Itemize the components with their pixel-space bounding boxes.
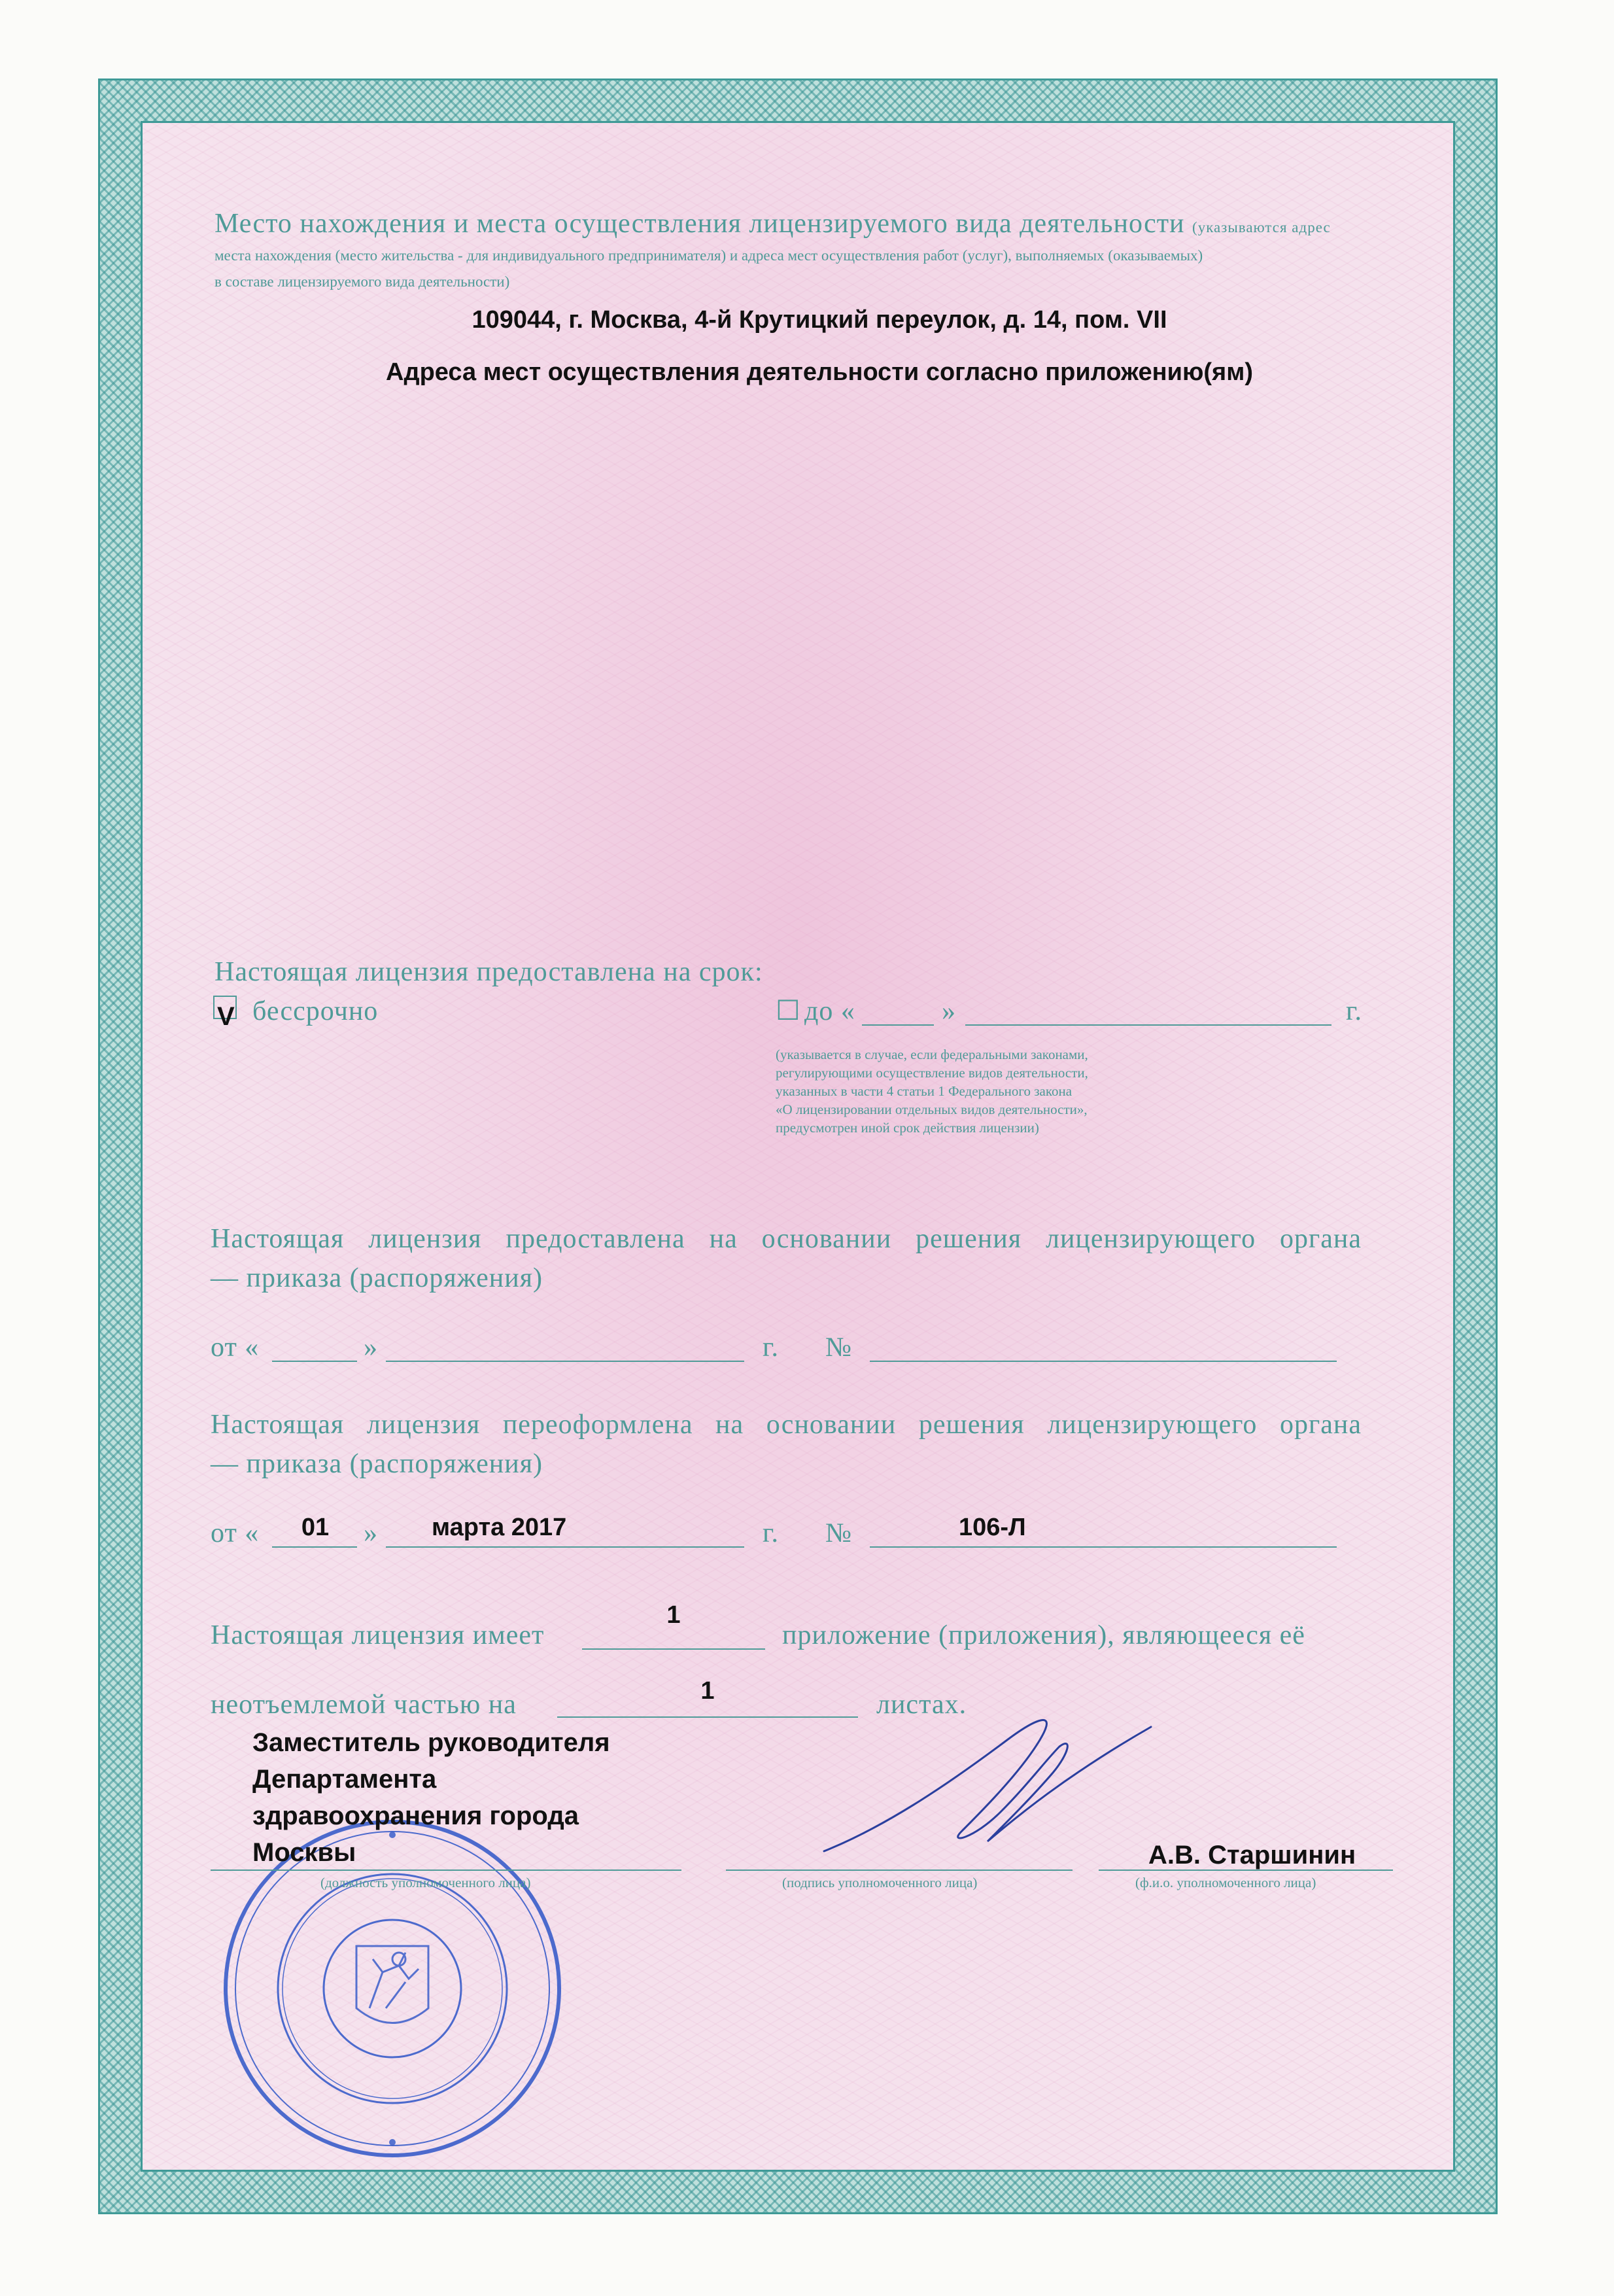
location-heading-text: Место нахождения и места осуществления лицензируемого вида деятельности	[215, 209, 1185, 239]
appendix-after-label: приложение (приложения), являющееся её	[782, 1620, 1305, 1650]
granted-line1: Настоящая лицензия предоставлена на основании решения лицензирующего органа	[211, 1224, 1362, 1254]
reissued-from-open: от «	[211, 1518, 260, 1548]
term-heading: Настоящая лицензия предоставлена на срок:	[215, 957, 763, 987]
location-note-part1: (указываются адрес	[1192, 219, 1331, 235]
signature-mark	[811, 1701, 1177, 1871]
granted-line2: — приказа (распоряжения)	[211, 1263, 543, 1293]
reissued-month-year: марта 2017	[432, 1514, 567, 1541]
granted-from-open: от «	[211, 1332, 260, 1363]
location-heading	[215, 208, 1424, 239]
addresses-note: Адреса мест осуществления деятельности согласно приложению(ям)	[386, 358, 1253, 386]
appendix-count: 1	[666, 1601, 681, 1629]
reissued-from-close: »	[364, 1518, 378, 1548]
name-caption: (ф.и.о. уполномоченного лица)	[1135, 1875, 1316, 1890]
granted-day-line[interactable]	[272, 1361, 357, 1362]
stamp-emblem-icon	[356, 1946, 428, 2023]
reissued-line2: — приказа (распоряжения)	[211, 1449, 543, 1479]
position-line: здравоохранения города	[252, 1801, 579, 1830]
position-caption: (должность уполномоченного лица)	[320, 1875, 531, 1890]
reissued-line1: Настоящая лицензия переоформлена на основании решения лицензирующего органа	[211, 1410, 1362, 1440]
appendix-count-line	[582, 1648, 765, 1650]
license-address: 109044, г. Москва, 4-й Крутицкий переулок, д. 14, пом. VII	[472, 306, 1167, 334]
term-note	[776, 1045, 1088, 1137]
granted-number-line[interactable]	[870, 1361, 1337, 1362]
granted-date-line[interactable]	[386, 1361, 744, 1362]
granted-from-close: »	[364, 1332, 378, 1363]
reissued-number-line	[870, 1546, 1337, 1548]
reissued-number: 106-Л	[959, 1514, 1026, 1541]
term-note-line: регулирующими осуществление видов деятельности,	[776, 1065, 1088, 1081]
indefinite-label: бессрочно	[252, 996, 379, 1026]
position-line: Заместитель руководителя	[252, 1728, 610, 1757]
location-note-line2: места нахождения (место жительства - для индивидуального предпринимателя) и адреса мест осуществления работ (услуг), выполняемых (оказываемых)	[215, 247, 1203, 264]
position-line: Москвы	[252, 1838, 356, 1867]
term-note-line: предусмотрен иной срок действия лицензии)	[776, 1120, 1039, 1136]
indefinite-checkbox[interactable]	[213, 996, 237, 1031]
granted-year-suffix: г.	[763, 1332, 779, 1363]
position-line: Департамента	[252, 1765, 437, 1794]
appendix-sheets-label: листах.	[876, 1690, 967, 1720]
signatory-position	[252, 1724, 610, 1871]
appendix-inseparable-label: неотъемлемой частью на	[211, 1690, 517, 1720]
signature-line-rule	[726, 1870, 1073, 1871]
until-quote-close: »	[942, 996, 956, 1026]
reissued-day: 01	[301, 1514, 330, 1541]
reissued-date-line	[386, 1546, 744, 1548]
until-month-line[interactable]	[965, 1024, 1331, 1026]
position-line-rule	[211, 1870, 681, 1871]
appendix-sheets: 1	[700, 1677, 715, 1705]
until-label: до «	[804, 996, 855, 1026]
term-note-line: указанных в части 4 статьи 1 Федерального закона	[776, 1083, 1073, 1099]
granted-number-sign: №	[825, 1332, 853, 1363]
until-day-line[interactable]	[862, 1024, 934, 1026]
signature-caption: (подпись уполномоченного лица)	[782, 1875, 978, 1890]
reissued-day-line	[272, 1546, 357, 1548]
term-note-line: (указывается в случае, если федеральными законами,	[776, 1047, 1088, 1062]
reissued-year-suffix: г.	[763, 1518, 779, 1548]
name-line-rule	[1099, 1870, 1393, 1871]
check-mark-icon: V	[217, 1002, 235, 1031]
term-note-line: «О лицензировании отдельных видов деятельности»,	[776, 1102, 1088, 1117]
signatory-name: А.В. Старшинин	[1148, 1841, 1356, 1870]
until-checkbox-icon[interactable]: ☐	[776, 996, 801, 1026]
reissued-number-sign: №	[825, 1518, 853, 1548]
location-note-line3: в составе лицензируемого вида деятельности)	[215, 273, 510, 290]
until-year-suffix: г.	[1346, 996, 1362, 1026]
appendix-has-label: Настоящая лицензия имеет	[211, 1620, 545, 1650]
